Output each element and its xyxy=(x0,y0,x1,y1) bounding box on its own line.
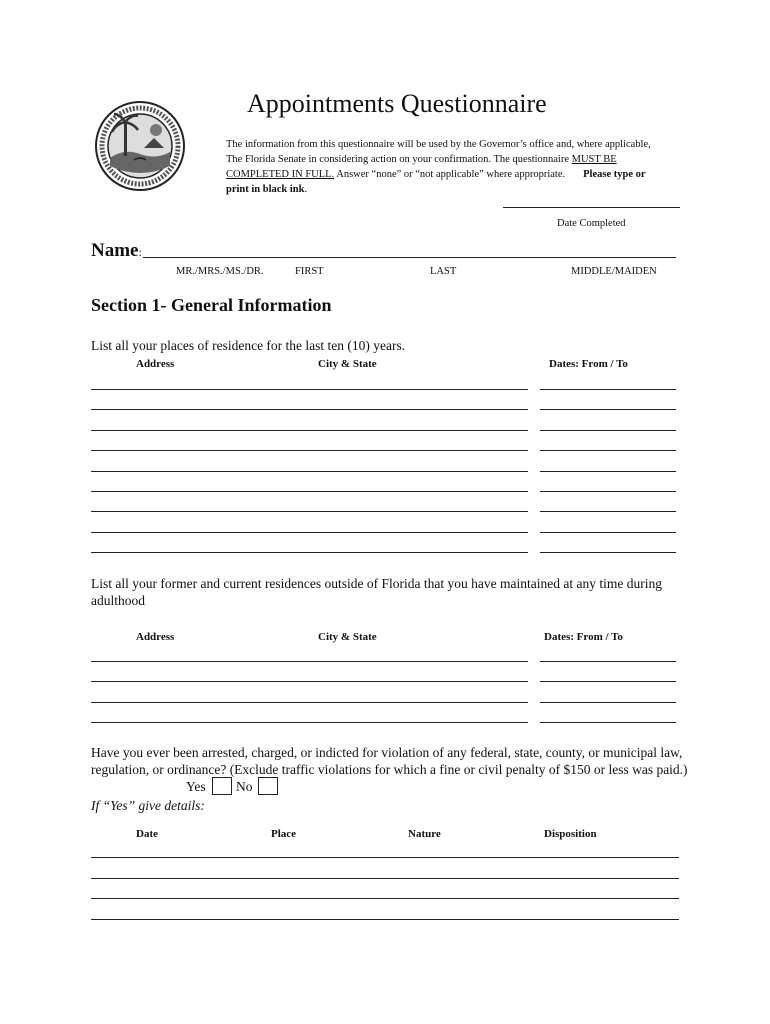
outside-address-header: Address xyxy=(136,631,175,643)
residence-address-line[interactable] xyxy=(91,471,528,472)
outside-dates-line[interactable] xyxy=(540,681,676,682)
residence-dates-line[interactable] xyxy=(540,491,676,492)
residence-dates-line[interactable] xyxy=(540,450,676,451)
outside-dates-line[interactable] xyxy=(540,702,676,703)
name-first-label: FIRST xyxy=(295,266,324,277)
details-line[interactable] xyxy=(91,898,679,899)
intro-ink-instruction: Please type or print in black ink xyxy=(226,169,646,195)
residence-dates-line[interactable] xyxy=(540,409,676,410)
outside-dates-header: Dates: From / To xyxy=(544,631,623,643)
residence-address-line[interactable] xyxy=(91,389,528,390)
no-label: No xyxy=(236,779,253,794)
name-label-colon: : xyxy=(138,245,142,259)
intro-text-continued: Answer “none” or “not applicable” where appropriate. xyxy=(334,169,566,180)
residence-dates-line[interactable] xyxy=(540,532,676,533)
residences-prompt: List all your places of residence for the last ten (10) years. xyxy=(91,338,406,353)
details-prompt: If “Yes” give details: xyxy=(91,798,205,813)
residence-address-line[interactable] xyxy=(91,552,528,553)
details-place-header: Place xyxy=(271,828,297,840)
outside-address-line[interactable] xyxy=(91,681,528,682)
details-line[interactable] xyxy=(91,919,679,920)
name-middle-maiden-label: MIDDLE/MAIDEN xyxy=(571,266,657,277)
name-last-label: LAST xyxy=(430,266,457,277)
residence-dates-line[interactable] xyxy=(540,511,676,512)
name-title-label: MR./MRS./MS./DR. xyxy=(176,266,264,277)
residence-address-line[interactable] xyxy=(91,450,528,451)
intro-requirement: MUST BE COMPLETED IN FULL. xyxy=(226,154,617,180)
residences-city-state-header: City & State xyxy=(318,358,377,370)
name-field[interactable] xyxy=(143,257,676,258)
residence-address-line[interactable] xyxy=(91,491,528,492)
section-1-title: Section 1- General Information xyxy=(91,295,332,315)
details-line[interactable] xyxy=(91,857,679,858)
outside-florida-prompt: List all your former and current residences outside of Florida that you have maintained at any time during adulthood xyxy=(91,576,662,608)
outside-address-line[interactable] xyxy=(91,702,528,703)
residence-dates-line[interactable] xyxy=(540,430,676,431)
residences-dates-header: Dates: From / To xyxy=(549,358,628,370)
name-label-text: Name xyxy=(91,240,139,261)
outside-city-state-header: City & State xyxy=(318,631,377,643)
residence-address-line[interactable] xyxy=(91,532,528,533)
outside-dates-line[interactable] xyxy=(540,661,676,662)
florida-state-seal-icon xyxy=(94,100,186,192)
details-line[interactable] xyxy=(91,878,679,879)
residence-address-line[interactable] xyxy=(91,409,528,410)
name-label xyxy=(91,240,142,262)
intro-paragraph xyxy=(226,137,656,197)
yes-checkbox[interactable] xyxy=(212,777,232,795)
date-completed-field[interactable] xyxy=(503,207,680,208)
outside-address-line[interactable] xyxy=(91,722,528,723)
residence-dates-line[interactable] xyxy=(540,389,676,390)
residence-dates-line[interactable] xyxy=(540,471,676,472)
residence-address-line[interactable] xyxy=(91,430,528,431)
details-disposition-header: Disposition xyxy=(544,828,597,840)
outside-dates-line[interactable] xyxy=(540,722,676,723)
arrest-question: Have you ever been arrested, charged, or indicted for violation of any federal, state, county, or municipal law, regulation, or ordinance? (Exclude traffic violations for which a fine or civil penalty of $150 or less was paid.) xyxy=(91,745,688,777)
outside-address-line[interactable] xyxy=(91,661,528,662)
residences-address-header: Address xyxy=(136,358,175,370)
intro-text: The information from this questionnaire will be used by the Governor’s office and, where applicable, The Florida Senate in considering action on your confirmation. The questionnaire xyxy=(226,139,651,165)
details-date-header: Date xyxy=(136,828,158,840)
intro-period: . xyxy=(304,184,308,195)
residence-dates-line[interactable] xyxy=(540,552,676,553)
date-completed-label: Date Completed xyxy=(557,218,626,229)
no-checkbox[interactable] xyxy=(258,777,278,795)
yes-label: Yes xyxy=(186,779,206,794)
details-nature-header: Nature xyxy=(408,828,441,840)
page-title: Appointments Questionnaire xyxy=(247,89,547,118)
residence-address-line[interactable] xyxy=(91,511,528,512)
